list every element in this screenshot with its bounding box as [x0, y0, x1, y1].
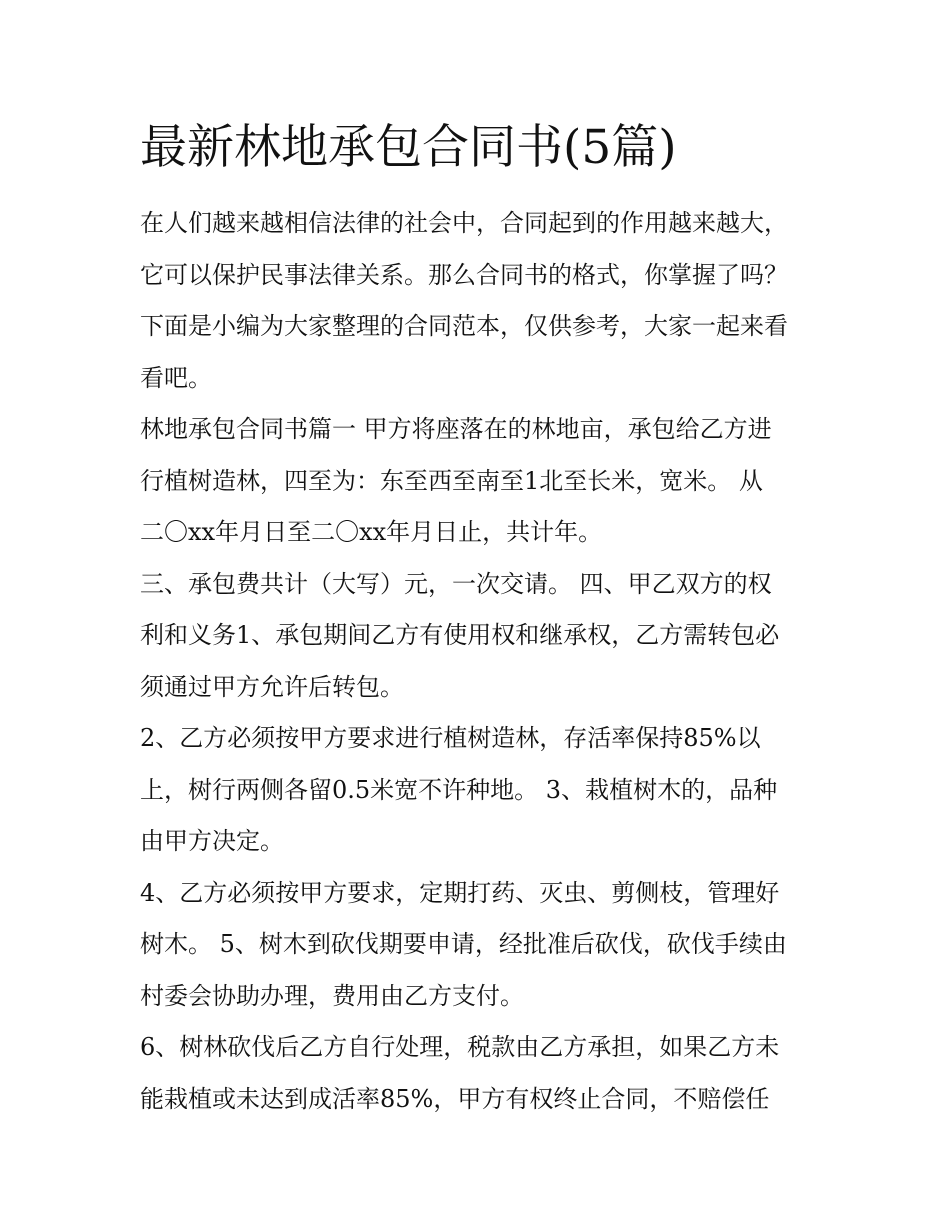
body-line: 上，树行两侧各留0.5米宽不许种地。 3、栽植树木的，品种: [140, 775, 778, 804]
body-line: 林地承包合同书篇一 甲方将座落在的林地亩，承包给乙方进: [140, 415, 772, 443]
body-line: 三、承包费共计（大写）元，一次交请。 四、甲乙双方的权: [140, 569, 772, 598]
document-body: [140, 198, 820, 1125]
body-line: 树木。 5、树木到砍伐期要申请，经批准后砍伐，砍伐手续由: [140, 930, 787, 958]
body-line: 下面是小编为大家整理的合同范本，仅供参考，大家一起来看: [140, 312, 788, 340]
body-line: 村委会协助办理，费用由乙方支付。: [140, 981, 524, 1010]
body-line: 行植树造林，四至为：东至西至南至1北至长米，宽米。 从: [140, 466, 763, 495]
body-line: 它可以保护民事法律关系。那么合同书的格式，你掌握了吗？: [140, 260, 788, 289]
document-title: 最新林地承包合同书(5篇): [140, 120, 677, 175]
body-line: 利和义务1、承包期间乙方有使用权和继承权，乙方需转包必: [140, 621, 780, 649]
body-line: 6、树林砍伐后乙方自行处理，税款由乙方承担，如果乙方未: [140, 1033, 780, 1061]
body-line: 由甲方决定。: [140, 827, 284, 855]
body-line: 4、乙方必须按甲方要求，定期打药、灭虫、剪侧枝，管理好: [140, 878, 780, 907]
body-line: 2、乙方必须按甲方要求进行植树造林，存活率保持85%以: [140, 724, 761, 752]
body-line: 能栽植或未达到成活率85%，甲方有权终止合同，不赔偿任: [140, 1084, 770, 1113]
body-line: 看吧。: [140, 363, 212, 392]
body-line: 在人们越来越相信法律的社会中，合同起到的作用越来越大，: [140, 209, 788, 237]
body-line: 须通过甲方允许后转包。: [140, 672, 404, 701]
body-line: 二〇xx年月日至二〇xx年月日止，共计年。: [140, 518, 603, 546]
